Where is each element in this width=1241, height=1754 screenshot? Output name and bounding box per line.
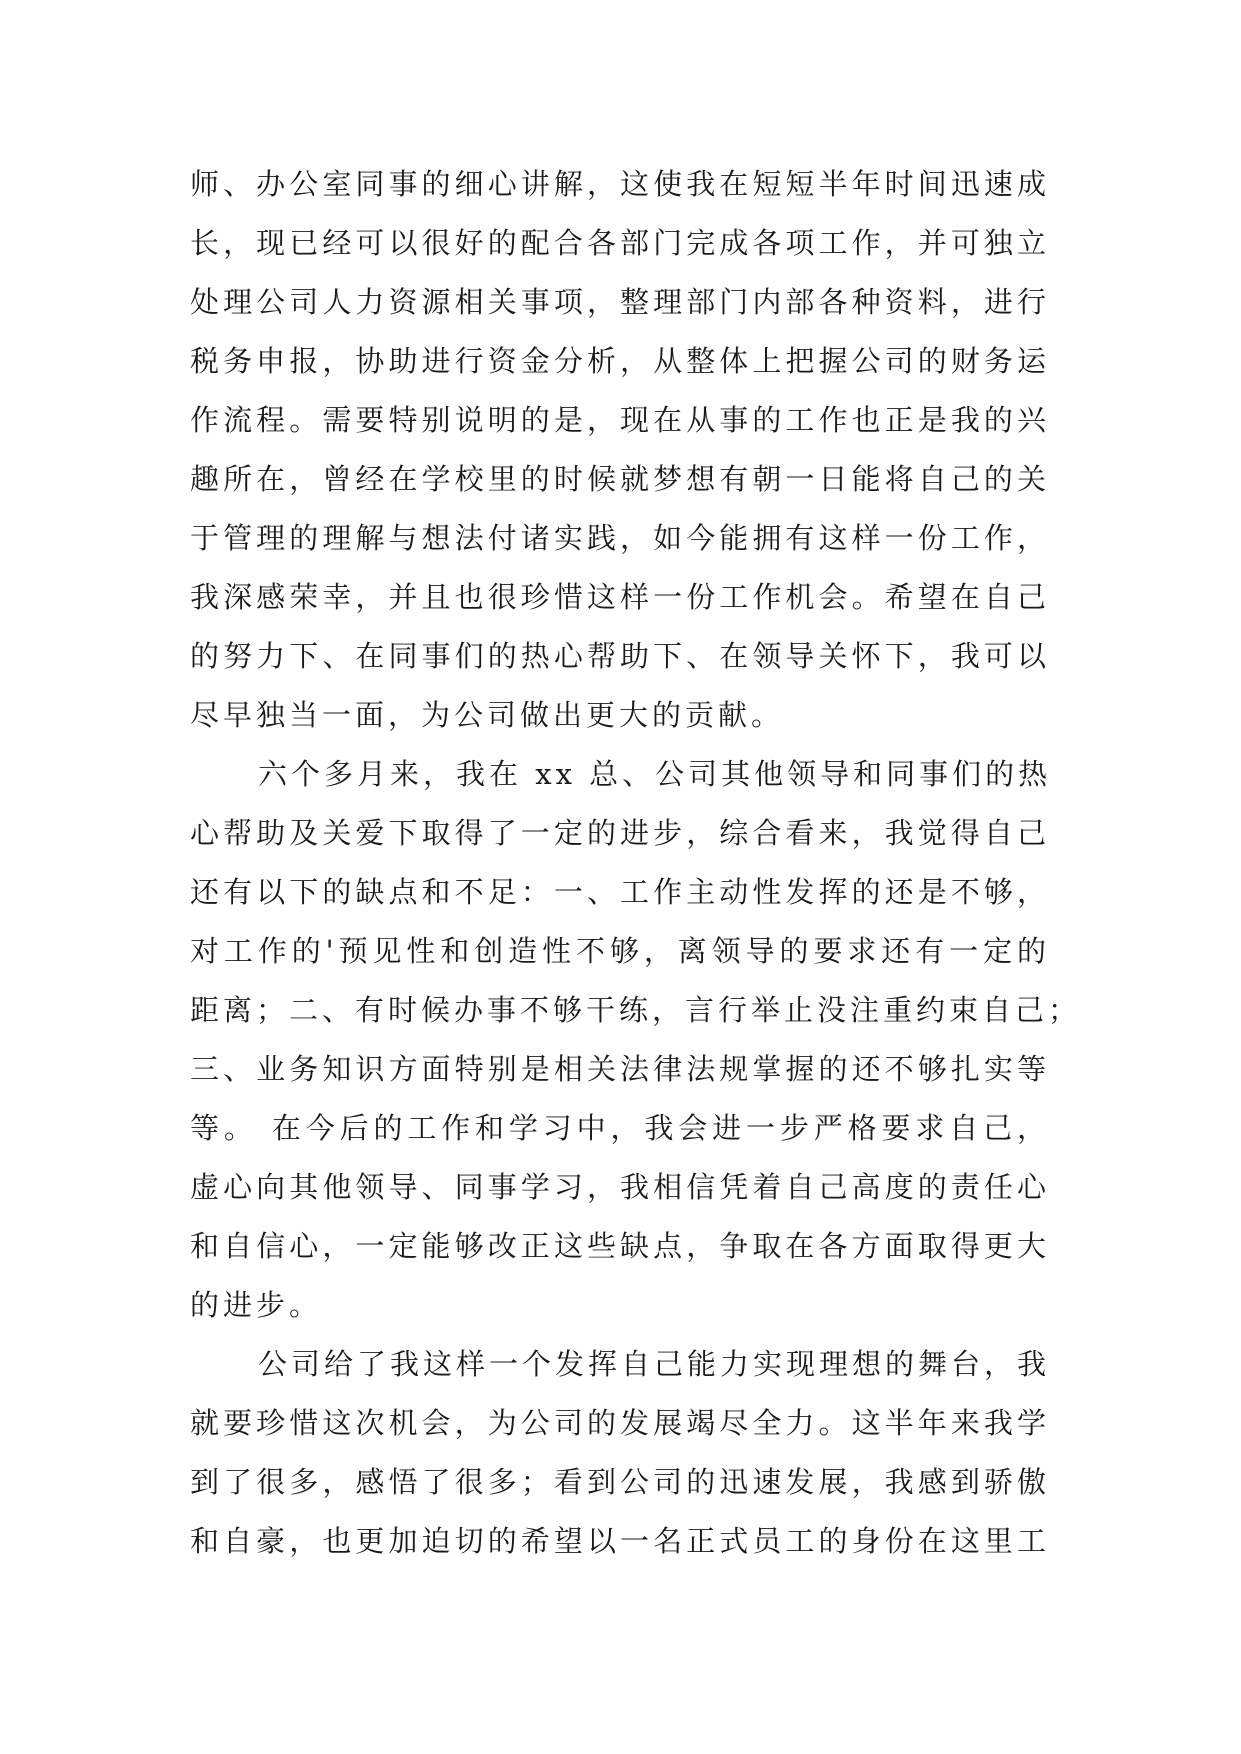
text-line: 的进步。	[190, 1288, 323, 1322]
text-line: 到了很多，感悟了很多；看到公司的迅速发展，我感到骄傲	[190, 1465, 1050, 1499]
text-line: 等。 在今后的工作和学习中，我会进一步严格要求自己，	[190, 1111, 1050, 1145]
text-line: 于管理的理解与想法付诸实践，如今能拥有这样一份工作，	[190, 521, 1050, 555]
text-line: 还有以下的缺点和不足：一、工作主动性发挥的还是不够，	[190, 875, 1050, 909]
text-line: 税务申报，协助进行资金分析，从整体上把握公司的财务运	[190, 344, 1050, 378]
text-line: 心帮助及关爱下取得了一定的进步，综合看来，我觉得自己	[190, 816, 1050, 850]
text-line: 我深感荣幸，并且也很珍惜这样一份工作机会。希望在自己	[190, 580, 1050, 614]
text-line: 三、业务知识方面特别是相关法律法规掌握的还不够扎实等	[190, 1052, 1050, 1086]
text-line: 处理公司人力资源相关事项，整理部门内部各种资料，进行	[190, 285, 1050, 319]
text-line: 和自豪，也更加迫切的希望以一名正式员工的身份在这里工	[190, 1524, 1050, 1558]
text-line: 就要珍惜这次机会，为公司的发展竭尽全力。这半年来我学	[190, 1406, 1050, 1440]
paragraph-first-line: 六个多月来，我在 xx 总、公司其他领导和同事们的热	[258, 757, 1052, 791]
text-line: 的努力下、在同事们的热心帮助下、在领导关怀下，我可以	[190, 639, 1050, 673]
text-line: 师、办公室同事的细心讲解，这使我在短短半年时间迅速成	[190, 167, 1050, 201]
body-text	[190, 155, 1082, 1571]
text-line: 长，现已经可以很好的配合各部门完成各项工作，并可独立	[190, 226, 1050, 260]
paragraph-first-line: 公司给了我这样一个发挥自己能力实现理想的舞台，我	[258, 1347, 1051, 1381]
text-line: 虚心向其他领导、同事学习，我相信凭着自己高度的责任心	[190, 1170, 1050, 1204]
text-line: 和自信心，一定能够改正这些缺点，争取在各方面取得更大	[190, 1229, 1050, 1263]
text-line: 作流程。需要特别说明的是，现在从事的工作也正是我的兴	[190, 403, 1050, 437]
text-line: 对工作的'预见性和创造性不够，离领导的要求还有一定的	[190, 934, 1050, 968]
text-line: 尽早独当一面，为公司做出更大的贡献。	[190, 698, 785, 732]
text-line: 距离；二、有时候办事不够干练，言行举止没注重约束自己；	[190, 993, 1082, 1027]
text-line: 趣所在，曾经在学校里的时候就梦想有朝一日能将自己的关	[190, 462, 1050, 496]
